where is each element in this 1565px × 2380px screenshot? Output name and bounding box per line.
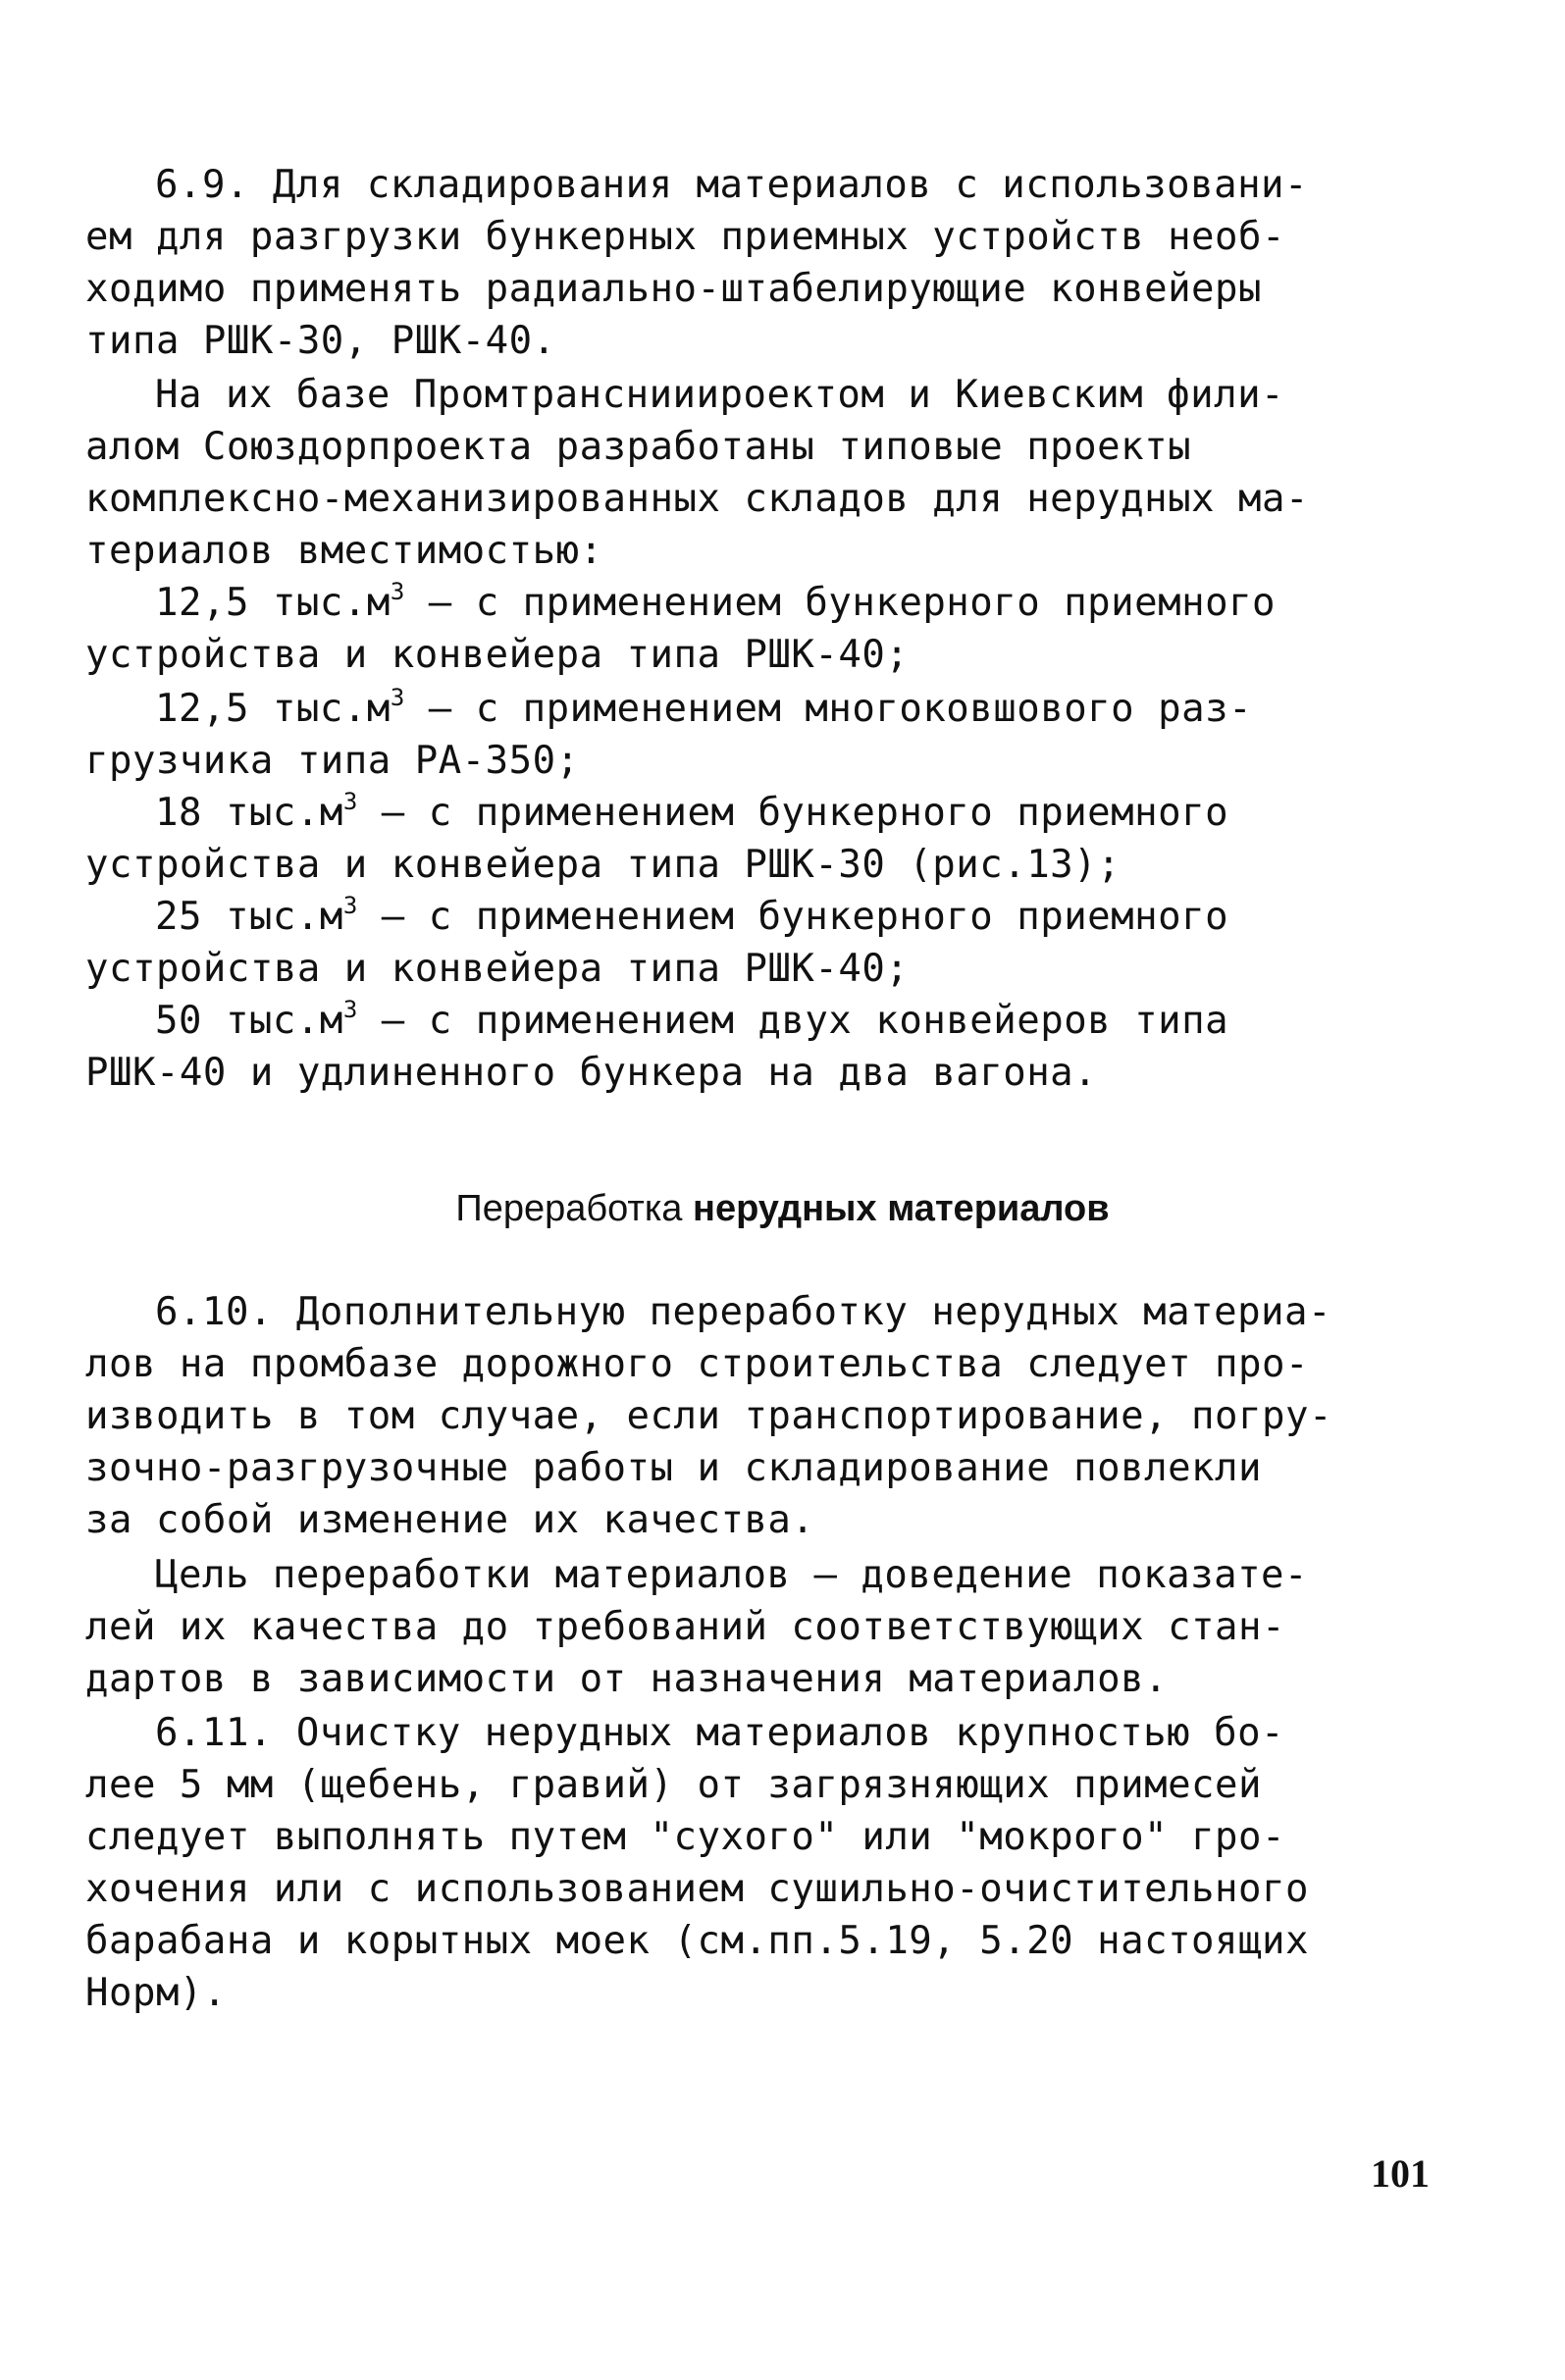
paragraph-line: изводить в том случае, если транспортирование, погру- [85, 1394, 1332, 1438]
capacity-item [155, 684, 1499, 735]
paragraph-line: типа РШК-30, РШК-40. [85, 319, 556, 363]
paragraph-line: 6.9. Для складирования материалов с использовани- [155, 163, 1309, 207]
paragraph-line: териалов вместимостью: [85, 529, 603, 573]
paragraph-line: за собой изменение их качества. [85, 1498, 815, 1542]
capacity-description: – с применением многоковшового раз- [404, 687, 1253, 731]
paragraph-line: ем для разгрузки бункерных приемных устройств необ- [85, 215, 1285, 259]
paragraph-line: ходимо применять радиально-штабелирующие конвейеры [85, 267, 1262, 311]
paragraph-line: лей их качества до требований соответствующих стан- [85, 1605, 1285, 1649]
capacity-amount: 12,5 тыс.м [155, 581, 391, 625]
unit-exponent: 3 [342, 788, 358, 815]
paragraph-line: следует выполнять путем "сухого" или "мокрого" гро- [85, 1815, 1285, 1859]
paragraph-line: 6.11. Очистку нерудных материалов крупностью бо- [155, 1711, 1285, 1755]
paragraph-line: устройства и конвейера типа РШК-30 (рис.13); [85, 843, 1122, 887]
paragraph-line: зочно-разгрузочные работы и складирование повлекли [85, 1446, 1262, 1490]
capacity-item [155, 788, 1499, 839]
paragraph-line: 6.10. Дополнительную переработку нерудных материа- [155, 1290, 1331, 1334]
paragraph-line: устройства и конвейера типа РШК-40; [85, 633, 910, 677]
paragraph-line: комплексно-механизированных складов для нерудных ма- [85, 477, 1309, 521]
unit-exponent: 3 [390, 578, 405, 605]
capacity-description: – с применением бункерного приемного [404, 581, 1277, 625]
heading-part-bold: нерудных материалов [693, 1188, 1110, 1229]
paragraph-line: барабана и корытных моек (см.пп.5.19, 5.20 настоящих [85, 1919, 1309, 1963]
capacity-description: – с применением двух конвейеров типа [357, 999, 1229, 1043]
capacity-amount: 50 тыс.м [155, 999, 343, 1043]
unit-exponent: 3 [342, 996, 358, 1023]
heading-part: Переработка [455, 1188, 693, 1229]
capacity-description: – с применением бункерного приемного [357, 895, 1229, 939]
capacity-amount: 18 тыс.м [155, 791, 343, 835]
page-number: 101 [1371, 2151, 1430, 2196]
paragraph-line: Норм). [85, 1971, 227, 2015]
unit-exponent: 3 [390, 684, 405, 711]
capacity-amount: 12,5 тыс.м [155, 687, 391, 731]
capacity-item [155, 996, 1499, 1047]
capacity-item [155, 892, 1499, 943]
section-heading [0, 1183, 1565, 1234]
paragraph-line: алом Союздорпроекта разработаны типовые проекты [85, 425, 1192, 469]
paragraph-line: грузчика типа РА-350; [85, 739, 580, 783]
paragraph-line: лов на промбазе дорожного строительства следует про- [85, 1342, 1309, 1386]
capacity-item [155, 578, 1499, 629]
paragraph-line: хочения или с использованием сушильно-очистительного [85, 1867, 1309, 1911]
paragraph-line: На их базе Промтранснииироектом и Киевским фили- [155, 373, 1285, 417]
paragraph-line: лее 5 мм (щебень, гравий) от загрязняющих примесей [85, 1763, 1262, 1807]
paragraph-line: Цель переработки материалов – доведение показате- [155, 1553, 1309, 1597]
paragraph-line: устройства и конвейера типа РШК-40; [85, 947, 910, 991]
paragraph-line: дартов в зависимости от назначения материалов. [85, 1657, 1169, 1701]
paragraph-line: РШК-40 и удлиненного бункера на два вагона. [85, 1051, 1098, 1095]
capacity-description: – с применением бункерного приемного [357, 791, 1229, 835]
capacity-amount: 25 тыс.м [155, 895, 343, 939]
unit-exponent: 3 [342, 892, 358, 919]
